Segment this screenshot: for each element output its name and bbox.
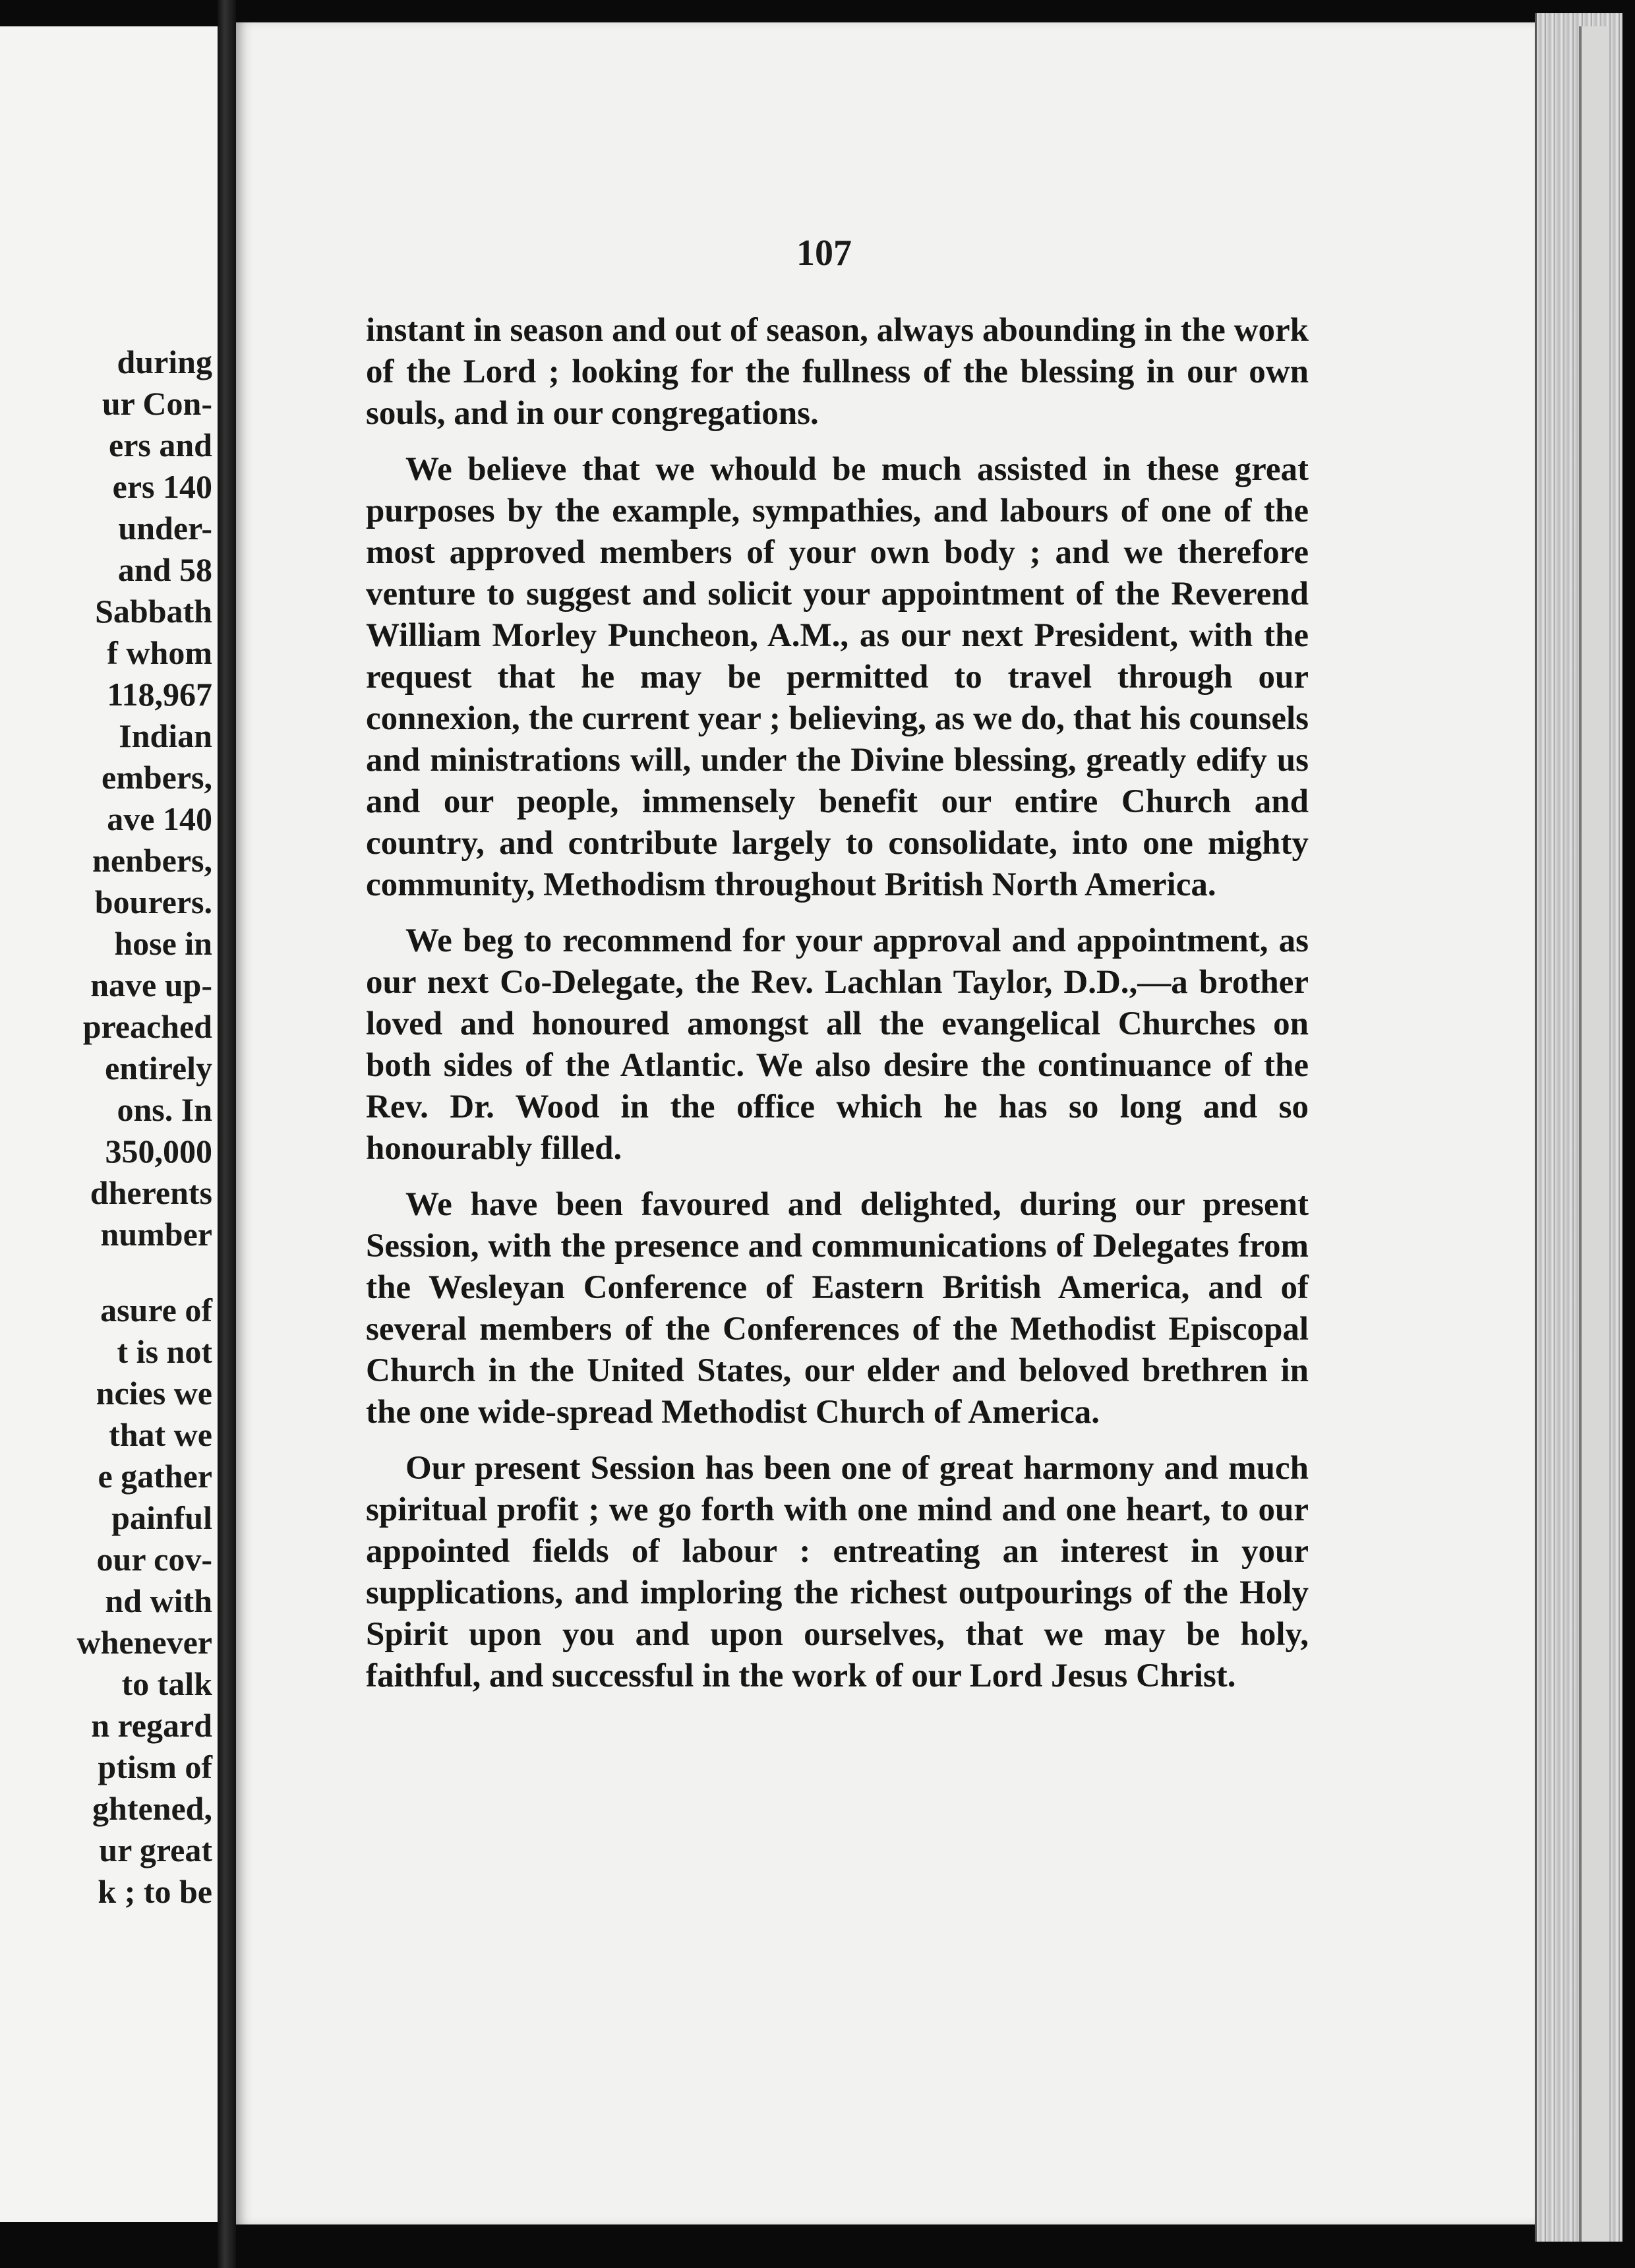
left-line: ncies we [96, 1375, 212, 1412]
left-line: preached [82, 1008, 212, 1045]
body-text [366, 310, 1309, 1697]
left-line: 350,000 [105, 1133, 212, 1170]
paragraph-closing: Our present Session has been one of great harmony and much spiritual profit ; we go forth with one mind and one heart, to our appointed fields of labour : entreating an interest in your supplications, and imploring the richest outpourings of the Holy Spirit upon you and upon ourselves, that we may be holy, faithful, and successful in the work of our Lord Jesus Christ. [366, 1450, 1309, 1694]
left-line: k ; to be [98, 1873, 212, 1910]
book-spine [218, 0, 236, 2268]
left-line: ur great [99, 1832, 212, 1868]
left-line: ers and [109, 427, 212, 463]
page-number: 107 [796, 233, 852, 274]
paragraph-president-request: We believe that we whould be much assisted in these great purposes by the example, sympathies, and labours of one of the most approved members of your own body ; and we therefore venture to suggest and solicit your appointment of the Reverend William Morley Puncheon, A.M., as our next President, with the request that he may be permitted to travel through our connexion, the current year ; believing, as we do, that his counsels and ministrations will, under the Divine blessing, greatly edify us and our people, immensely benefit our entire Church and country, and contribute largely to consolidate, into one mighty community, Methodism throughout British North America. [366, 451, 1309, 903]
left-line: during [117, 343, 212, 380]
left-page [0, 26, 222, 2222]
left-line: ave 140 [107, 800, 212, 837]
left-line: ers 140 [112, 468, 212, 505]
left-line: entirely [105, 1050, 212, 1087]
left-line: number [100, 1216, 212, 1253]
left-line: hose in [114, 925, 212, 962]
left-line: t is not [117, 1333, 212, 1370]
left-line: ur Con- [102, 385, 212, 422]
left-line: nenbers, [92, 842, 212, 879]
left-line: e gather [98, 1458, 212, 1495]
left-line-gap [0, 1255, 212, 1290]
left-line: dherents [90, 1174, 212, 1211]
left-line: ons. In [117, 1091, 212, 1128]
page-edge-inner [1579, 26, 1608, 2242]
left-line: that we [109, 1416, 212, 1453]
paragraph-co-delegate: We beg to recommend for your approval and appointment, as our next Co-Delegate, the Rev. Lachlan Taylor, D.D.,—a brother loved and honoured amongst all the evangelical Churches on both sides of the Atlantic. We also desire the continuance of the Rev. Dr. Wood in the office which he has so long and so honourably filled. [366, 922, 1309, 1167]
left-line: ghtened, [92, 1790, 212, 1827]
left-line: ptism of [98, 1748, 212, 1785]
left-line: f whom [107, 634, 212, 671]
left-line: embers, [102, 759, 212, 796]
left-line: painful [111, 1499, 212, 1536]
left-line: Sabbath [95, 593, 212, 630]
left-line: under- [118, 510, 212, 547]
left-line: to talk [121, 1665, 212, 1702]
left-line: asure of [100, 1292, 212, 1328]
left-line: Indian [119, 717, 212, 754]
left-line: n regard [91, 1707, 212, 1744]
left-line: our cov- [96, 1541, 212, 1578]
left-line: 118,967 [107, 676, 212, 713]
left-line: and 58 [117, 551, 212, 588]
left-line: whenever [76, 1624, 212, 1661]
left-page-text [0, 342, 212, 1913]
left-line: nd with [105, 1582, 212, 1619]
left-line: bourers. [94, 883, 212, 920]
left-line: nave up- [90, 967, 212, 1003]
paragraph-delegates: We have been favoured and delighted, during our present Session, with the presence and communications of Delegates from the Wesleyan Conference of Eastern British America, and of several members of the Conferences of the Methodist Episcopal Church in the United States, our elder and beloved brethren in the one wide-spread Methodist Church of America. [366, 1186, 1309, 1431]
paragraph-continuation: instant in season and out of season, always abounding in the work of the Lord ; looking for the fullness of the blessing in our own souls, and in our congregations. [366, 312, 1309, 432]
